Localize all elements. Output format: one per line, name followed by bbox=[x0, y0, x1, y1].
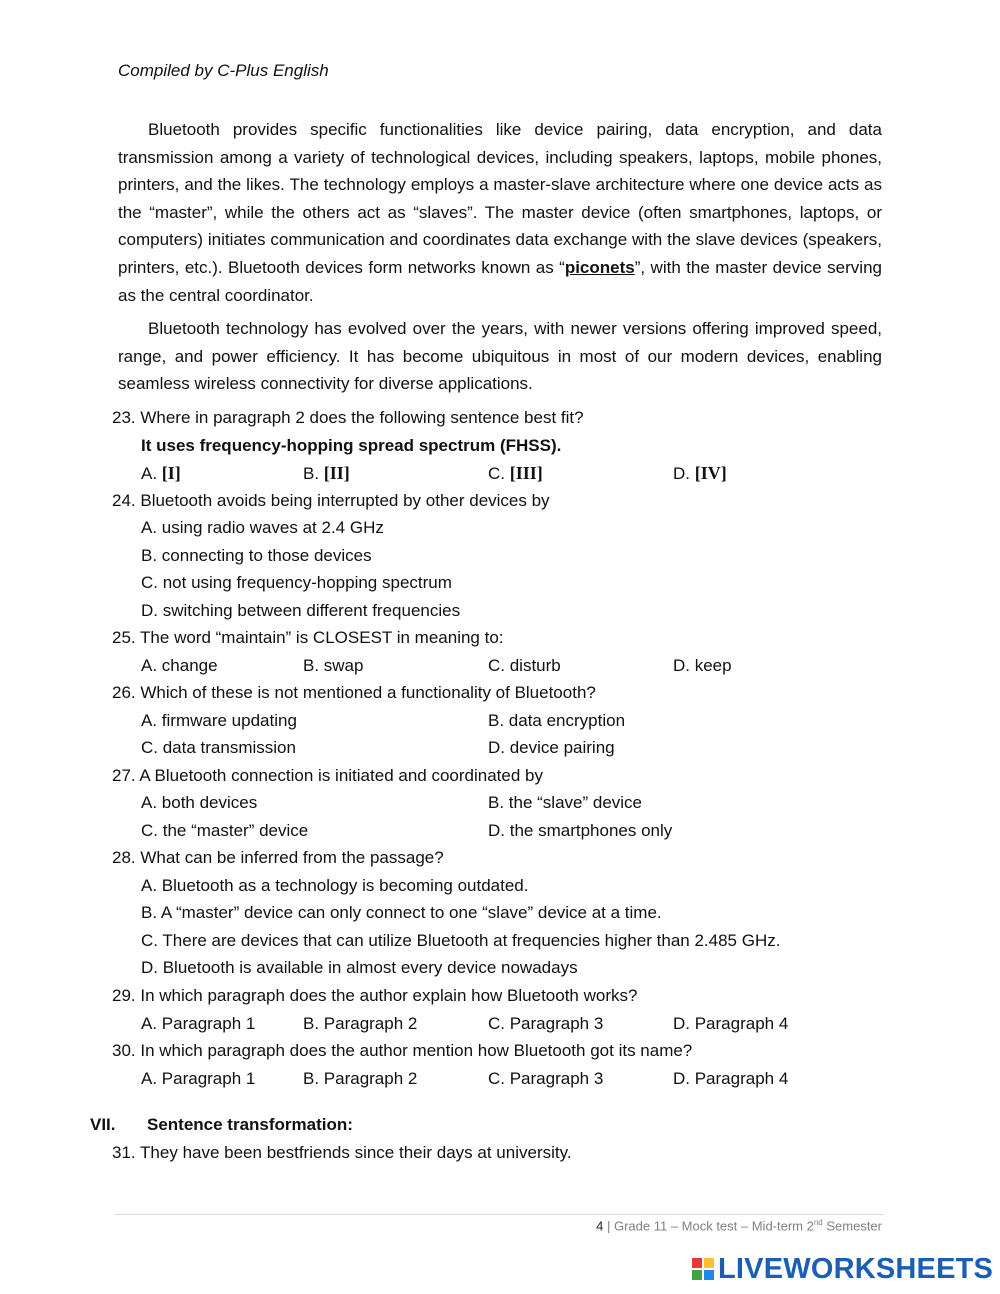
question-25-stem: 25. The word “maintain” is CLOSEST in meaning to: bbox=[112, 628, 504, 647]
question-28-option-a[interactable]: A. Bluetooth as a technology is becoming outdated. bbox=[141, 876, 529, 895]
question-25-option-a[interactable]: A. change bbox=[141, 656, 218, 675]
page-footer: 4 | Grade 11 – Mock test – Mid-term 2nd Semester bbox=[596, 1218, 882, 1234]
question-29-option-d[interactable]: D. Paragraph 4 bbox=[673, 1014, 789, 1033]
question-24-option-c[interactable]: C. not using frequency-hopping spectrum bbox=[141, 573, 452, 592]
question-27-option-d[interactable]: D. the smartphones only bbox=[488, 821, 673, 840]
question-26-option-d[interactable]: D. device pairing bbox=[488, 738, 615, 757]
question-29-option-c[interactable]: C. Paragraph 3 bbox=[488, 1014, 604, 1033]
question-28-option-d[interactable]: D. Bluetooth is available in almost every device nowadays bbox=[141, 958, 578, 977]
question-23-option-c[interactable]: C. [III] bbox=[488, 463, 543, 483]
question-30-stem: 30. In which paragraph does the author mention how Bluetooth got its name? bbox=[112, 1041, 693, 1060]
question-25-option-d[interactable]: D. keep bbox=[673, 656, 732, 675]
section-title: Sentence transformation: bbox=[147, 1115, 353, 1134]
question-30-option-d[interactable]: D. Paragraph 4 bbox=[673, 1069, 789, 1088]
question-24-option-a[interactable]: A. using radio waves at 2.4 GHz bbox=[141, 518, 384, 537]
question-28-option-b[interactable]: B. A “master” device can only connect to one “slave” device at a time. bbox=[141, 903, 662, 922]
passage-paragraph-2: Bluetooth technology has evolved over the years, with newer versions offering improved speed, range, and power efficiency. It has become ubiquitous in most of our modern devices, enabling seamless wireless connectivity for diverse applications. bbox=[118, 319, 882, 394]
footer-divider bbox=[115, 1214, 884, 1215]
question-29-option-a[interactable]: A. Paragraph 1 bbox=[141, 1014, 256, 1033]
question-27-option-c[interactable]: C. the “master” device bbox=[141, 821, 309, 840]
question-26-option-b[interactable]: B. data encryption bbox=[488, 711, 626, 730]
piconets-term: piconets bbox=[564, 257, 635, 277]
question-29-stem: 29. In which paragraph does the author explain how Bluetooth works? bbox=[112, 986, 638, 1005]
logo-blocks-icon bbox=[692, 1258, 714, 1280]
question-28-stem: 28. What can be inferred from the passage? bbox=[112, 848, 444, 867]
question-30-option-a[interactable]: A. Paragraph 1 bbox=[141, 1069, 256, 1088]
question-27-stem: 27. A Bluetooth connection is initiated and coordinated by bbox=[112, 766, 543, 785]
question-23-option-d[interactable]: D. [IV] bbox=[673, 463, 727, 483]
question-29-option-b[interactable]: B. Paragraph 2 bbox=[303, 1014, 418, 1033]
question-24-option-d[interactable]: D. switching between different frequencies bbox=[141, 601, 461, 620]
question-24-stem: 24. Bluetooth avoids being interrupted by other devices by bbox=[112, 491, 550, 510]
question-28-option-c[interactable]: C. There are devices that can utilize Bluetooth at frequencies higher than 2.485 GHz. bbox=[141, 931, 781, 950]
page-number: 4 bbox=[596, 1218, 604, 1234]
question-26-option-c[interactable]: C. data transmission bbox=[141, 738, 296, 757]
question-23-sentence: It uses frequency-hopping spread spectrum (FHSS). bbox=[141, 436, 562, 455]
question-30-option-b[interactable]: B. Paragraph 2 bbox=[303, 1069, 418, 1088]
passage-paragraph-1: Bluetooth provides specific functionalities like device pairing, data encryption, and data transmission among a variety of technological devices, including speakers, laptops, mobile phones, printers, and the likes. The technology employs a master-slave architecture where one device acts as the “master”, while the others act as “slaves”. The master device (often smartphones, laptops, or computers) initiates communication and coordinates data exchange with the slave devices (speakers, printers, etc.). Bluetooth devices form networks known as “piconets”, with the master device serving as the central coordinator. bbox=[118, 120, 882, 305]
logo-text: LIVEWORKSHEETS bbox=[718, 1252, 994, 1285]
question-23-stem: 23. Where in paragraph 2 does the following sentence best fit? bbox=[112, 408, 584, 427]
question-23-option-b[interactable]: B. [II] bbox=[303, 463, 350, 483]
question-25-option-b[interactable]: B. swap bbox=[303, 656, 364, 675]
question-26-option-a[interactable]: A. firmware updating bbox=[141, 711, 297, 730]
question-26-stem: 26. Which of these is not mentioned a functionality of Bluetooth? bbox=[112, 683, 596, 702]
question-30-option-c[interactable]: C. Paragraph 3 bbox=[488, 1069, 604, 1088]
question-24-option-b[interactable]: B. connecting to those devices bbox=[141, 546, 372, 565]
question-25-option-c[interactable]: C. disturb bbox=[488, 656, 561, 675]
question-27-option-a[interactable]: A. both devices bbox=[141, 793, 258, 812]
question-23-option-a[interactable]: A. [I] bbox=[141, 463, 181, 483]
compiled-by-header: Compiled by C-Plus English bbox=[118, 61, 329, 80]
question-27-option-b[interactable]: B. the “slave” device bbox=[488, 793, 643, 812]
section-number: VII. bbox=[90, 1115, 116, 1134]
question-31-stem: 31. They have been bestfriends since their days at university. bbox=[112, 1143, 572, 1162]
liveworksheets-logo[interactable] bbox=[692, 1254, 993, 1284]
